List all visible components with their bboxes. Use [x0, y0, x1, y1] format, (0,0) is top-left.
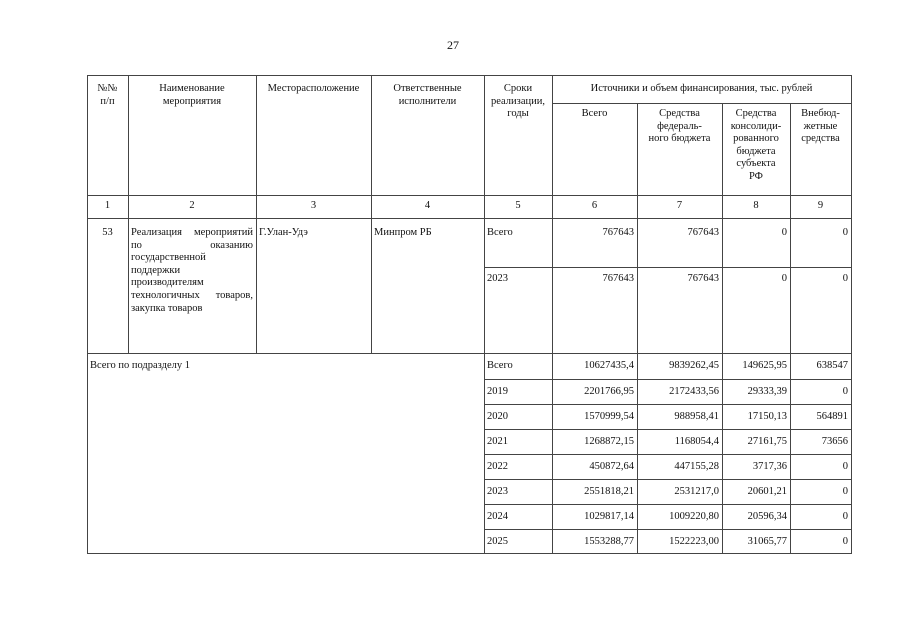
- item-number: 53: [102, 227, 113, 238]
- summary-regional: 29333,39: [747, 386, 787, 397]
- column-number: 5: [515, 200, 521, 211]
- summary-extrabudgetary: 0: [842, 536, 848, 547]
- summary-label: Всего по подразделу 1: [90, 360, 191, 371]
- summary-period: 2020: [487, 411, 508, 422]
- summary-total: 450872,64: [589, 461, 634, 472]
- summary-row-rule: [484, 404, 852, 405]
- item-regional: 0: [781, 227, 787, 238]
- summary-regional: 17150,13: [747, 411, 787, 422]
- summary-total: 10627435,4: [584, 360, 634, 371]
- header-number: №№ п/п: [97, 83, 118, 107]
- summary-row-rule: [484, 479, 852, 480]
- summary-period: 2019: [487, 386, 508, 397]
- summary-row-rule: [484, 429, 852, 430]
- item-bottom-rule: [87, 353, 852, 354]
- column-number: 4: [424, 200, 431, 211]
- item-extrabudgetary: 0: [842, 273, 848, 284]
- summary-federal: 1009220,80: [669, 511, 719, 522]
- item-extrabudgetary: 0: [842, 227, 848, 238]
- item-period: Всего: [487, 227, 513, 238]
- summary-row-rule: [484, 454, 852, 455]
- column-number: 1: [104, 200, 111, 211]
- header-regional: Средства консолиди- рованного бюджета субъекта РФ: [730, 108, 782, 182]
- summary-federal: 1522223,00: [669, 536, 719, 547]
- item-period: 2023: [487, 273, 508, 284]
- summary-total: 1029817,14: [584, 511, 634, 522]
- summary-regional: 20601,21: [747, 486, 787, 497]
- summary-total: 1553288,77: [584, 536, 634, 547]
- item-location: Г.Улан-Удэ: [259, 227, 308, 238]
- summary-period: 2025: [487, 536, 508, 547]
- summary-federal: 988958,41: [674, 411, 719, 422]
- summary-row-rule: [484, 379, 852, 380]
- header-extrabudgetary: Внебюд- жетные средства: [801, 108, 840, 145]
- summary-total: 1570999,54: [584, 411, 634, 422]
- column-number: 7: [676, 200, 683, 211]
- summary-period: Всего: [487, 360, 513, 371]
- summary-total: 2201766,95: [584, 386, 634, 397]
- column-rule: [637, 103, 638, 554]
- summary-total: 2551818,21: [584, 486, 634, 497]
- summary-regional: 3717,36: [752, 461, 787, 472]
- summary-extrabudgetary: 0: [842, 486, 848, 497]
- summary-row-rule: [484, 553, 852, 554]
- column-number: 9: [817, 200, 824, 211]
- summary-federal: 2172433,56: [669, 386, 719, 397]
- summary-extrabudgetary: 0: [842, 386, 848, 397]
- header-total: Всего: [581, 108, 608, 119]
- summary-federal: 447155,28: [674, 461, 719, 472]
- summary-extrabudgetary: 638547: [816, 360, 848, 371]
- item-name: Реализация мероприятий по оказанию государственной поддержки производителям технологичных товаров, закупка товаров: [131, 227, 253, 314]
- column-rule: [722, 103, 723, 554]
- item-row-rule: [484, 267, 852, 268]
- summary-regional: 31065,77: [747, 536, 787, 547]
- header-location: Месторасположение: [267, 83, 360, 94]
- table-left-border: [87, 75, 88, 554]
- summary-federal: 2531217,0: [674, 486, 719, 497]
- summary-period: 2022: [487, 461, 508, 472]
- column-rule: [128, 75, 129, 354]
- column-number: 3: [310, 200, 317, 211]
- column-number: 6: [591, 200, 598, 211]
- page-number: 27: [447, 38, 459, 52]
- summary-extrabudgetary: 0: [842, 511, 848, 522]
- header-period: Сроки реализации, годы: [491, 83, 545, 120]
- summary-extrabudgetary: 73656: [821, 436, 848, 447]
- item-total: 767643: [602, 227, 634, 238]
- summary-row-rule: [484, 529, 852, 530]
- table-top-border: [87, 75, 852, 76]
- summary-extrabudgetary: 0: [842, 461, 848, 472]
- header-federal: Средства федераль- ного бюджета: [648, 108, 711, 145]
- item-federal: 767643: [687, 227, 719, 238]
- summary-federal: 1168054,4: [674, 436, 719, 447]
- header-bottom-rule: [87, 195, 852, 196]
- column-rule: [371, 75, 372, 354]
- summary-row-rule: [484, 504, 852, 505]
- table-bottom-border: [87, 553, 485, 554]
- summary-total: 1268872,15: [584, 436, 634, 447]
- summary-period: 2021: [487, 436, 508, 447]
- column-rule: [484, 75, 485, 554]
- funding-group-rule: [552, 103, 852, 104]
- summary-period: 2023: [487, 486, 508, 497]
- column-rule: [256, 75, 257, 354]
- summary-federal: 9839262,45: [669, 360, 719, 371]
- column-number: 8: [753, 200, 759, 211]
- column-rule: [552, 75, 553, 554]
- summary-period: 2024: [487, 511, 508, 522]
- column-rule: [790, 103, 791, 554]
- header-name: Наименование мероприятия: [159, 83, 225, 107]
- column-number-rule: [87, 218, 852, 219]
- header-funding-group: Источники и объем финансирования, тыс. рублей: [590, 83, 813, 94]
- summary-regional: 149625,95: [742, 360, 787, 371]
- item-total: 767643: [602, 273, 634, 284]
- summary-regional: 20596,34: [747, 511, 787, 522]
- item-executor: Минпром РБ: [374, 227, 432, 238]
- summary-regional: 27161,75: [747, 436, 787, 447]
- item-federal: 767643: [687, 273, 719, 284]
- header-executors: Ответственные исполнители: [393, 83, 462, 107]
- item-regional: 0: [781, 273, 787, 284]
- summary-extrabudgetary: 564891: [816, 411, 848, 422]
- column-number: 2: [189, 200, 195, 211]
- table-right-border: [851, 75, 852, 554]
